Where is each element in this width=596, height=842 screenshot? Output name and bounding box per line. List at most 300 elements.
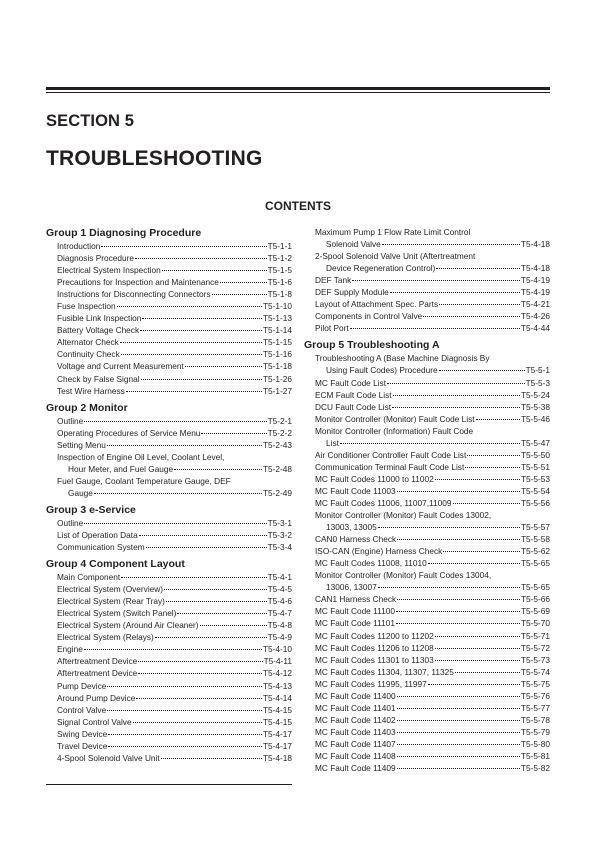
toc-entry-line	[315, 401, 550, 413]
toc-entry[interactable]	[46, 427, 292, 439]
toc-entry-line	[57, 692, 292, 704]
toc-entry-title: ISO-CAN (Engine) Harness Check	[315, 546, 443, 557]
toc-entry-line	[57, 619, 292, 631]
toc-entry[interactable]	[46, 619, 292, 631]
group-heading: Group 4 Component Layout	[46, 558, 185, 571]
toc-entry[interactable]	[304, 298, 550, 310]
toc-page-number: T5-3-1	[267, 517, 292, 528]
toc-entry-line	[315, 238, 550, 250]
toc-entry-line	[57, 373, 292, 385]
toc-entry-line	[57, 312, 292, 324]
toc-entry[interactable]	[46, 324, 292, 336]
toc-entry-title: MC Fault Code 11407	[315, 738, 396, 749]
toc-left-column	[46, 226, 292, 764]
toc-page-number: T5-5-74	[520, 666, 550, 677]
column-end-rule	[46, 784, 292, 785]
dot-leader	[164, 589, 267, 590]
toc-page-number: T5-4-14	[262, 692, 292, 703]
toc-entry-line	[315, 449, 550, 461]
toc-entry[interactable]	[304, 605, 550, 617]
toc-entry-line	[315, 286, 550, 298]
toc-page-number: T5-4-9	[267, 632, 292, 643]
toc-page-number: T5-1-6	[267, 277, 292, 288]
dot-leader	[397, 744, 520, 745]
toc-entry[interactable]	[304, 702, 550, 714]
section-label: SECTION 5	[46, 112, 135, 130]
dot-leader	[439, 370, 525, 371]
toc-entry-line	[315, 364, 550, 376]
toc-entry[interactable]	[304, 533, 550, 545]
toc-entry-title: Monitor Controller (Monitor) Fault Code List	[315, 413, 475, 424]
toc-entry[interactable]	[304, 690, 550, 702]
dot-leader	[397, 720, 520, 721]
toc-entry-title: DEF Supply Module	[315, 287, 389, 298]
toc-entry[interactable]	[46, 740, 292, 752]
toc-entry-line	[315, 678, 550, 690]
toc-page-number: T5-4-1	[267, 572, 292, 583]
toc-page-number: T5-4-11	[263, 656, 292, 667]
toc-page-number: T5-4-12	[262, 668, 292, 679]
dot-leader	[455, 672, 520, 673]
toc-entry-title: Outline	[57, 517, 84, 528]
toc-page-number: T5-4-7	[267, 608, 292, 619]
toc-entry[interactable]	[46, 415, 292, 427]
toc-entry[interactable]	[46, 264, 292, 276]
toc-page-number: T5-4-10	[262, 644, 292, 655]
toc-entry[interactable]	[46, 704, 292, 716]
toc-page-number: T5-4-13	[262, 680, 292, 691]
toc-entry[interactable]	[304, 617, 550, 629]
toc-entry[interactable]	[304, 425, 550, 449]
toc-entry-line	[57, 385, 292, 397]
toc-entry-title: Test Wire Harness	[57, 385, 125, 396]
dot-leader	[396, 611, 520, 612]
toc-entry[interactable]	[304, 557, 550, 569]
dot-leader	[121, 577, 266, 578]
toc-page-number: T5-4-17	[262, 740, 292, 751]
toc-entry[interactable]	[46, 529, 292, 541]
toc-entry[interactable]	[46, 583, 292, 595]
toc-entry[interactable]	[46, 692, 292, 704]
toc-entry-line	[57, 348, 292, 360]
toc-page-number: T5-5-53	[520, 473, 550, 484]
dot-leader	[397, 491, 520, 492]
toc-page-number: T5-5-73	[520, 654, 550, 665]
toc-entry-line	[315, 762, 550, 774]
toc-entry[interactable]	[46, 385, 292, 397]
toc-entry-title: Main Component	[57, 572, 121, 583]
toc-entry-title: MC Fault Code 11403	[315, 726, 396, 737]
toc-page-number: T5-3-4	[267, 542, 292, 553]
dot-leader	[120, 342, 262, 343]
toc-entry[interactable]	[46, 451, 292, 475]
toc-entry-title: Gauge	[68, 487, 93, 498]
dot-leader	[435, 648, 520, 649]
toc-entry-title: Device Regeneration Control)	[326, 263, 436, 274]
dot-leader	[107, 445, 262, 446]
toc-entry-line	[57, 475, 292, 487]
toc-entry-title: Engine	[57, 644, 83, 655]
dot-leader	[84, 649, 262, 650]
toc-entry-line	[315, 262, 550, 274]
dot-leader	[161, 758, 262, 759]
toc-entry-title: MC Fault Codes 11008, 11010	[315, 558, 427, 569]
toc-entry-title: Using Fault Codes) Procedure	[326, 365, 438, 376]
toc-entry[interactable]	[304, 352, 550, 376]
dot-leader	[117, 306, 262, 307]
toc-entry[interactable]	[46, 655, 292, 667]
dot-leader	[133, 722, 262, 723]
toc-entry[interactable]	[304, 569, 550, 593]
toc-entry[interactable]	[46, 252, 292, 264]
dot-leader	[453, 503, 520, 504]
toc-page-number: T5-4-19	[520, 275, 550, 286]
toc-entry-title: MC Fault Code 11401	[315, 702, 396, 713]
toc-entry[interactable]	[304, 413, 550, 425]
toc-entry-line	[315, 250, 550, 262]
toc-entry[interactable]	[304, 401, 550, 413]
toc-entry-title: Around Pump Device	[57, 692, 136, 703]
toc-entry-title: Inspection of Engine Oil Level, Coolant Level,	[57, 451, 225, 462]
toc-page-number: T5-2-48	[262, 463, 292, 474]
toc-entry[interactable]	[304, 286, 550, 298]
dot-leader	[107, 686, 262, 687]
toc-entry[interactable]	[304, 654, 550, 666]
dot-leader	[352, 280, 520, 281]
toc-entry-line	[57, 463, 292, 475]
toc-page-number: T5-4-21	[520, 299, 550, 310]
toc-entry-line	[57, 655, 292, 667]
dot-leader	[155, 637, 267, 638]
toc-entry-line	[315, 322, 550, 334]
dot-leader	[397, 539, 520, 540]
toc-entry[interactable]	[46, 517, 292, 529]
toc-page-number: T5-5-66	[520, 594, 550, 605]
group-heading: Group 3 e-Service	[46, 503, 136, 516]
toc-entry[interactable]	[304, 750, 550, 762]
dot-leader	[107, 710, 262, 711]
toc-page-number: T5-4-5	[267, 584, 292, 595]
toc-entry-line	[57, 451, 292, 463]
toc-entry[interactable]	[304, 545, 550, 557]
toc-page-number: T5-5-3	[525, 377, 550, 388]
dot-leader	[423, 316, 520, 317]
toc-entry-line	[315, 274, 550, 286]
toc-entry[interactable]	[46, 607, 292, 619]
toc-entry-line	[57, 360, 292, 372]
dot-leader	[84, 421, 266, 422]
dot-leader	[101, 246, 266, 247]
dot-leader	[397, 756, 520, 757]
toc-entry-title: MC Fault Codes 11000 to 11002	[315, 473, 434, 484]
toc-page-number: T5-2-2	[267, 427, 292, 438]
toc-entry-line	[57, 336, 292, 348]
toc-entry-title: DEF Tank	[315, 275, 352, 286]
toc-page-number: T5-1-15	[262, 337, 292, 348]
toc-entry-title: Pump Device	[57, 680, 107, 691]
dot-leader	[435, 636, 520, 637]
toc-page-number: T5-5-76	[520, 690, 550, 701]
toc-page-number: T5-2-43	[262, 439, 292, 450]
toc-entry-line	[315, 593, 550, 605]
toc-entry-title: Operating Procedures of Service Menu	[57, 427, 201, 438]
toc-entry-line	[315, 605, 550, 617]
toc-entry[interactable]	[304, 473, 550, 485]
toc-page-number: T5-4-18	[520, 239, 550, 250]
toc-page-number: T5-4-17	[262, 728, 292, 739]
toc-entry-title: DCU Fault Code List	[315, 401, 392, 412]
toc-entry-title: Check by False Signal	[57, 373, 140, 384]
toc-entry-line	[315, 298, 550, 310]
group-heading: Group 1 Diagnosing Procedure	[46, 227, 202, 239]
toc-entry-title: Diagnosis Procedure	[57, 253, 135, 264]
toc-page-number: T5-1-14	[262, 325, 292, 336]
toc-entry-line	[315, 413, 550, 425]
toc-entry-line	[315, 310, 550, 322]
toc-entry-line	[57, 752, 292, 764]
toc-right-column	[304, 226, 550, 774]
toc-entry[interactable]	[304, 497, 550, 509]
toc-entry-title: MC Fault Code 11409	[315, 763, 396, 774]
toc-entry-title: Fuse Inspection	[57, 301, 116, 312]
toc-page-number: T5-5-1	[525, 365, 550, 376]
dot-leader	[108, 746, 262, 747]
dot-leader	[396, 623, 520, 624]
toc-page-number: T5-1-1	[267, 241, 292, 251]
toc-entry[interactable]	[46, 288, 292, 300]
toc-entry-line	[57, 595, 292, 607]
toc-page-number: T5-5-47	[520, 437, 550, 448]
toc-entry-line	[315, 630, 550, 642]
toc-entry-title: Instructions for Disconnecting Connectors	[57, 289, 211, 300]
dot-leader	[397, 768, 520, 769]
toc-entry[interactable]	[46, 667, 292, 679]
dot-leader	[135, 258, 267, 259]
toc-entry[interactable]	[46, 336, 292, 348]
toc-entry-line	[57, 324, 292, 336]
toc-entry-title: Layout of Attachment Spec. Parts	[315, 299, 439, 310]
toc-entry[interactable]	[304, 226, 550, 250]
toc-entry[interactable]	[304, 274, 550, 286]
toc-entry-title: MC Fault Codes 11206 to 11208	[315, 642, 434, 653]
toc-entry[interactable]	[46, 752, 292, 764]
toc-entry-title: MC Fault Code 11402	[315, 714, 396, 725]
toc-entry[interactable]	[46, 571, 292, 583]
contents-heading: CONTENTS	[265, 199, 331, 213]
toc-entry-title: CAN0 Harness Check	[315, 534, 397, 545]
toc-entry-title: MC Fault Code 11408	[315, 750, 396, 761]
toc-entry-line	[57, 276, 292, 288]
toc-entry-line	[57, 704, 292, 716]
toc-entry-title: Maximum Pump 1 Flow Rate Limit Control	[315, 227, 471, 237]
dot-leader	[185, 366, 262, 367]
toc-entry-line	[315, 738, 550, 750]
toc-entry-title: Alternator Check	[57, 337, 119, 348]
toc-entry-title: Communication System	[57, 542, 145, 553]
dot-leader	[428, 563, 520, 564]
toc-entry-line	[57, 427, 292, 439]
toc-entry-line	[315, 473, 550, 485]
toc-entry[interactable]	[304, 714, 550, 726]
toc-entry-title: Components in Control Valve	[315, 311, 423, 322]
toc-entry[interactable]	[46, 716, 292, 728]
dot-leader	[435, 479, 520, 480]
toc-entry-title: Outline	[57, 415, 84, 426]
toc-entry-line	[57, 487, 292, 499]
toc-entry[interactable]	[46, 373, 292, 385]
toc-page-number: T5-5-50	[520, 449, 550, 460]
dot-leader	[390, 292, 520, 293]
toc-entry[interactable]	[46, 276, 292, 288]
dot-leader	[378, 587, 520, 588]
toc-entry[interactable]	[304, 738, 550, 750]
toc-entry-title: Continuity Check	[57, 349, 120, 360]
dot-leader	[136, 698, 262, 699]
toc-page-number: T5-5-82	[520, 763, 550, 774]
toc-entry-title: 13003, 13005	[326, 522, 377, 533]
toc-entry[interactable]	[304, 509, 550, 533]
header-rule-thick	[46, 87, 550, 90]
toc-entry-title: List of Operation Data	[57, 529, 138, 540]
toc-entry[interactable]	[304, 461, 550, 473]
toc-entry[interactable]	[304, 449, 550, 461]
dot-leader	[465, 467, 520, 468]
toc-entry[interactable]	[46, 643, 292, 655]
toc-entry[interactable]	[304, 630, 550, 642]
dot-leader	[435, 660, 520, 661]
toc-page-number: T5-1-5	[267, 265, 292, 276]
toc-entry[interactable]	[304, 762, 550, 774]
toc-entry-title: Electrical System Inspection	[57, 265, 161, 276]
toc-entry-title: Electrical System (Around Air Cleaner)	[57, 620, 199, 631]
toc-entry-title: MC Fault Code 11400	[315, 690, 396, 701]
toc-entry[interactable]	[304, 642, 550, 654]
dot-leader	[141, 379, 262, 380]
toc-entry[interactable]	[304, 322, 550, 334]
toc-entry-title: MC Fault Codes 11301 to 11303	[315, 654, 434, 665]
dot-leader	[146, 547, 267, 548]
toc-entry[interactable]	[304, 666, 550, 678]
toc-entry[interactable]	[304, 485, 550, 497]
toc-entry-title: Travel Device	[57, 740, 108, 751]
toc-page-number: T5-5-72	[520, 642, 550, 653]
toc-page-number: T5-5-24	[520, 389, 550, 400]
toc-entry-line	[57, 288, 292, 300]
dot-leader	[220, 282, 267, 283]
toc-entry-title: Air Conditioner Controller Fault Code List	[315, 449, 467, 460]
toc-entry-line	[315, 437, 550, 449]
toc-page-number: T5-4-19	[520, 287, 550, 298]
toc-entry-line	[315, 352, 550, 364]
toc-page-number: T5-5-56	[520, 497, 550, 508]
toc-page-number: T5-1-13	[262, 313, 292, 324]
toc-entry[interactable]	[304, 250, 550, 274]
toc-entry[interactable]	[304, 377, 550, 389]
toc-entry-line	[315, 545, 550, 557]
toc-entry[interactable]	[46, 312, 292, 324]
toc-entry-title: Monitor Controller (Monitor) Fault Codes 13004,	[315, 570, 492, 581]
toc-entry-title: Fuel Gauge, Coolant Temperature Gauge, DEF	[57, 475, 231, 486]
toc-entry[interactable]	[46, 300, 292, 312]
toc-entry-title: Control Valve	[57, 704, 107, 715]
dot-leader	[350, 328, 520, 329]
toc-entry[interactable]	[304, 593, 550, 605]
toc-entry[interactable]	[46, 439, 292, 451]
toc-entry-line	[57, 240, 292, 252]
toc-entry-line	[315, 389, 550, 401]
toc-entry[interactable]	[46, 360, 292, 372]
toc-page-number: T5-5-71	[520, 630, 550, 641]
dot-leader	[212, 294, 267, 295]
toc-page-number: T5-5-80	[520, 738, 550, 749]
toc-entry-title: List	[326, 437, 339, 448]
toc-entry[interactable]	[304, 310, 550, 322]
dot-leader	[382, 244, 520, 245]
toc-page-number: T5-5-65	[520, 558, 550, 569]
dot-leader	[139, 535, 267, 536]
toc-entry-line	[57, 643, 292, 655]
toc-page-number: T5-5-75	[520, 678, 550, 689]
toc-entry-title: Monitor Controller (Monitor) Fault Codes 13002,	[315, 510, 492, 521]
toc-entry[interactable]	[304, 678, 550, 690]
toc-entry-title: 2-Spool Solenoid Valve Unit (Aftertreatment	[315, 251, 476, 262]
toc-entry-line	[57, 415, 292, 427]
toc-page-number: T5-5-62	[520, 546, 550, 557]
toc-entry-title: CAN1 Harness Check	[315, 594, 397, 605]
toc-entry-line	[57, 631, 292, 643]
toc-entry-title: Pilot Port	[315, 323, 349, 334]
toc-entry-title: Electrical System (Relays)	[57, 632, 154, 643]
toc-entry-line	[57, 571, 292, 583]
toc-entry-title: Troubleshooting A (Base Machine Diagnosis By	[315, 353, 490, 364]
toc-entry-line	[57, 252, 292, 264]
dot-leader	[436, 268, 520, 269]
toc-entry-line	[315, 726, 550, 738]
toc-entry-title: 13006, 13007	[326, 582, 377, 593]
dot-leader	[174, 469, 262, 470]
toc-entry[interactable]	[46, 631, 292, 643]
toc-entry-title: ECM Fault Code List	[315, 389, 392, 400]
toc-entry[interactable]	[46, 240, 292, 252]
toc-page-number: T5-5-38	[520, 401, 550, 412]
toc-entry[interactable]	[304, 389, 550, 401]
toc-page-number: T5-5-69	[520, 606, 550, 617]
toc-entry[interactable]	[46, 595, 292, 607]
toc-entry[interactable]	[46, 541, 292, 553]
toc-entry-line	[57, 680, 292, 692]
dot-leader	[397, 696, 520, 697]
dot-leader	[476, 419, 520, 420]
toc-entry[interactable]	[46, 680, 292, 692]
toc-entry-title: Hour Meter, and Fuel Gauge	[68, 463, 174, 474]
toc-entry-line	[315, 702, 550, 714]
toc-entry-line	[315, 642, 550, 654]
toc-entry[interactable]	[304, 726, 550, 738]
toc-page-number: T5-4-18	[520, 263, 550, 274]
toc-entry[interactable]	[46, 728, 292, 740]
toc-entry[interactable]	[46, 475, 292, 499]
dot-leader	[200, 625, 267, 626]
dot-leader	[94, 493, 262, 494]
dot-leader	[467, 455, 520, 456]
toc-entry-title: Battery Voltage Check	[57, 325, 140, 336]
toc-entry-title: Swing Device	[57, 728, 108, 739]
group-heading: Group 2 Monitor	[46, 401, 128, 414]
toc-entry-line	[315, 497, 550, 509]
toc-entry[interactable]	[46, 348, 292, 360]
toc-page-number: T5-1-16	[262, 349, 292, 360]
toc-entry-line	[57, 667, 292, 679]
